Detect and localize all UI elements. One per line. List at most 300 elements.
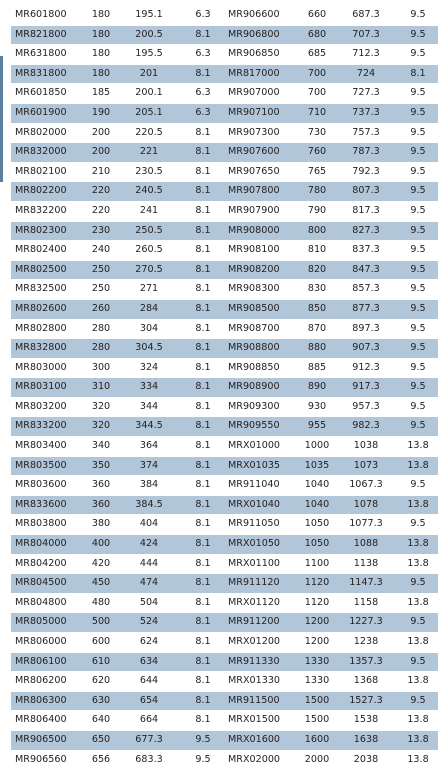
table-row bbox=[224, 456, 438, 476]
cell-thickness: 9.5 bbox=[398, 613, 438, 633]
cell-part-number: MR908800 bbox=[224, 339, 300, 359]
cell-thickness: 8.1 bbox=[181, 456, 225, 476]
cell-part-number: MR908500 bbox=[224, 299, 300, 319]
cell-thickness: 8.1 bbox=[181, 652, 225, 672]
table-row bbox=[224, 6, 438, 25]
cell-size: 210 bbox=[85, 162, 117, 182]
cell-size: 180 bbox=[85, 25, 117, 45]
cell-size: 360 bbox=[85, 476, 117, 496]
cell-size: 930 bbox=[300, 397, 334, 417]
table-row bbox=[11, 535, 225, 555]
cell-thickness: 13.8 bbox=[398, 495, 438, 515]
table-row bbox=[224, 64, 438, 84]
cell-part-number: MR803800 bbox=[11, 515, 85, 535]
cell-part-number: MR911500 bbox=[224, 691, 300, 711]
cell-thickness: 9.5 bbox=[398, 45, 438, 65]
cell-diameter: 687.3 bbox=[352, 9, 380, 20]
cell-part-number: MR832800 bbox=[11, 339, 85, 359]
table-row bbox=[224, 535, 438, 555]
cell-size: 870 bbox=[300, 319, 334, 339]
cell-diameter: 424 bbox=[117, 535, 181, 555]
cell-diameter: 284 bbox=[117, 299, 181, 319]
cell-thickness: 9.5 bbox=[398, 103, 438, 123]
cell-size: 650 bbox=[85, 730, 117, 750]
cell-diameter: 334 bbox=[117, 378, 181, 398]
cell-diameter: 404 bbox=[117, 515, 181, 535]
cell-size: 190 bbox=[85, 103, 117, 123]
cell-diameter: 1147.3 bbox=[334, 574, 398, 594]
table-row bbox=[11, 143, 225, 163]
cell-thickness: 13.8 bbox=[398, 711, 438, 731]
cell-size: 685 bbox=[300, 45, 334, 65]
cell-thickness: 8.1 bbox=[181, 593, 225, 613]
cell-part-number: MR833200 bbox=[11, 417, 85, 437]
cell-diameter: 1527.3 bbox=[334, 691, 398, 711]
cell-size: 250 bbox=[85, 260, 117, 280]
cell-size: 200 bbox=[85, 123, 117, 143]
cell-part-number: MR909300 bbox=[224, 397, 300, 417]
cell-diameter: 1067.3 bbox=[334, 476, 398, 496]
cell-diameter: 827.3 bbox=[334, 221, 398, 241]
cell-diameter: 241 bbox=[117, 201, 181, 221]
cell-part-number: MR806200 bbox=[11, 672, 85, 692]
cell-diameter: 757.3 bbox=[334, 123, 398, 143]
cell-size: 800 bbox=[300, 221, 334, 241]
table-row bbox=[11, 241, 225, 261]
cell-diameter: 1638 bbox=[334, 730, 398, 750]
cell-diameter: 221 bbox=[117, 143, 181, 163]
cell-diameter: 982.3 bbox=[334, 417, 398, 437]
cell-thickness: 8.1 bbox=[181, 515, 225, 535]
cell-thickness: 13.8 bbox=[398, 437, 438, 457]
table-row bbox=[11, 64, 225, 84]
table-row bbox=[224, 103, 438, 123]
table-row bbox=[224, 574, 438, 594]
cell-size: 250 bbox=[85, 280, 117, 300]
cell-size: 280 bbox=[85, 319, 117, 339]
cell-part-number: MR908900 bbox=[224, 378, 300, 398]
table-row bbox=[224, 45, 438, 65]
cell-thickness: 8.1 bbox=[181, 241, 225, 261]
cell-thickness: 9.5 bbox=[398, 476, 438, 496]
cell-thickness: 9.5 bbox=[398, 221, 438, 241]
cell-part-number: MR907650 bbox=[224, 162, 300, 182]
table-row bbox=[11, 554, 225, 574]
cell-thickness: 8.1 bbox=[181, 162, 225, 182]
cell-thickness: 9.5 bbox=[398, 417, 438, 437]
cell-part-number: MR906500 bbox=[11, 730, 85, 750]
cell-part-number: MR908100 bbox=[224, 241, 300, 261]
cell-size: 420 bbox=[85, 554, 117, 574]
table-row bbox=[11, 476, 225, 496]
cell-size: 180 bbox=[91, 9, 111, 20]
cell-size: 340 bbox=[85, 437, 117, 457]
table-row bbox=[224, 633, 438, 653]
table-row bbox=[224, 260, 438, 280]
cell-part-number: MR803400 bbox=[11, 437, 85, 457]
cell-part-number: MR906560 bbox=[11, 750, 85, 769]
table-row bbox=[11, 280, 225, 300]
cell-size: 230 bbox=[85, 221, 117, 241]
table-row bbox=[11, 397, 225, 417]
cell-diameter: 344 bbox=[117, 397, 181, 417]
table-row bbox=[11, 613, 225, 633]
cell-part-number: MR907600 bbox=[224, 143, 300, 163]
cell-thickness: 6.3 bbox=[181, 45, 225, 65]
cell-size: 180 bbox=[85, 45, 117, 65]
cell-part-number: MR803100 bbox=[11, 378, 85, 398]
cell-part-number: MR802000 bbox=[11, 123, 85, 143]
cell-thickness: 8.1 bbox=[181, 358, 225, 378]
table-row bbox=[11, 25, 225, 45]
cell-diameter: 737.3 bbox=[334, 103, 398, 123]
cell-part-number: MR806100 bbox=[11, 652, 85, 672]
cell-size: 220 bbox=[85, 201, 117, 221]
cell-size: 820 bbox=[300, 260, 334, 280]
cell-diameter: 1077.3 bbox=[334, 515, 398, 535]
cell-part-number: MR804200 bbox=[11, 554, 85, 574]
cell-diameter: 205.1 bbox=[117, 103, 181, 123]
cell-size: 1200 bbox=[300, 613, 334, 633]
cell-size: 320 bbox=[85, 417, 117, 437]
cell-thickness: 8.1 bbox=[181, 613, 225, 633]
cell-size: 610 bbox=[85, 652, 117, 672]
cell-thickness: 8.1 bbox=[181, 417, 225, 437]
table-row bbox=[11, 260, 225, 280]
cell-size: 200 bbox=[85, 143, 117, 163]
cell-size: 260 bbox=[85, 299, 117, 319]
cell-diameter: 384 bbox=[117, 476, 181, 496]
cell-part-number: MR832200 bbox=[11, 201, 85, 221]
table-row bbox=[224, 515, 438, 535]
table-row bbox=[11, 221, 225, 241]
cell-size: 380 bbox=[85, 515, 117, 535]
cell-thickness: 9.5 bbox=[410, 9, 426, 20]
table-row bbox=[224, 750, 438, 769]
table-row bbox=[224, 397, 438, 417]
table-row bbox=[224, 711, 438, 731]
table-row bbox=[224, 241, 438, 261]
cell-diameter: 912.3 bbox=[334, 358, 398, 378]
cell-diameter: 792.3 bbox=[334, 162, 398, 182]
cell-thickness: 13.8 bbox=[398, 535, 438, 555]
cell-diameter: 384.5 bbox=[117, 495, 181, 515]
cell-size: 700 bbox=[300, 64, 334, 84]
cell-part-number: MRX01500 bbox=[224, 711, 300, 731]
cell-size: 880 bbox=[300, 339, 334, 359]
cell-diameter: 787.3 bbox=[334, 143, 398, 163]
table-row bbox=[224, 672, 438, 692]
table-row bbox=[11, 6, 225, 25]
cell-thickness: 9.5 bbox=[398, 378, 438, 398]
cell-diameter: 344.5 bbox=[117, 417, 181, 437]
cell-part-number: MR907000 bbox=[224, 84, 300, 104]
cell-thickness: 9.5 bbox=[398, 84, 438, 104]
part-table-right bbox=[224, 6, 438, 769]
cell-diameter: 712.3 bbox=[334, 45, 398, 65]
cell-part-number: MR907300 bbox=[224, 123, 300, 143]
cell-part-number: MR908700 bbox=[224, 319, 300, 339]
cell-size: 1040 bbox=[300, 495, 334, 515]
cell-diameter: 304 bbox=[117, 319, 181, 339]
cell-part-number: MR907800 bbox=[224, 182, 300, 202]
table-row bbox=[224, 221, 438, 241]
cell-size: 700 bbox=[300, 84, 334, 104]
cell-thickness: 9.5 bbox=[398, 299, 438, 319]
cell-part-number: MR911050 bbox=[224, 515, 300, 535]
cell-part-number: MR911040 bbox=[224, 476, 300, 496]
cell-size: 850 bbox=[300, 299, 334, 319]
table-row bbox=[11, 730, 225, 750]
cell-size: 830 bbox=[300, 280, 334, 300]
cell-size: 185 bbox=[85, 84, 117, 104]
cell-part-number: MR805000 bbox=[11, 613, 85, 633]
cell-diameter: 847.3 bbox=[334, 260, 398, 280]
cell-size: 760 bbox=[300, 143, 334, 163]
cell-thickness: 8.1 bbox=[181, 299, 225, 319]
cell-size: 360 bbox=[85, 495, 117, 515]
table-row bbox=[224, 378, 438, 398]
cell-size: 620 bbox=[85, 672, 117, 692]
cell-size: 780 bbox=[300, 182, 334, 202]
cell-part-number: MR806300 bbox=[11, 691, 85, 711]
cell-diameter: 907.3 bbox=[334, 339, 398, 359]
cell-size: 1100 bbox=[300, 554, 334, 574]
cell-size: 710 bbox=[300, 103, 334, 123]
cell-part-number: MR833600 bbox=[11, 495, 85, 515]
cell-part-number: MR803000 bbox=[11, 358, 85, 378]
cell-diameter: 444 bbox=[117, 554, 181, 574]
cell-part-number: MR601900 bbox=[11, 103, 85, 123]
cell-part-number: MR802400 bbox=[11, 241, 85, 261]
cell-diameter: 195.1 bbox=[135, 9, 163, 20]
cell-part-number: MR911330 bbox=[224, 652, 300, 672]
cell-thickness: 9.5 bbox=[181, 730, 225, 750]
table-row bbox=[11, 515, 225, 535]
cell-thickness: 13.8 bbox=[398, 633, 438, 653]
table-row bbox=[11, 182, 225, 202]
cell-thickness: 8.1 bbox=[181, 64, 225, 84]
cell-diameter: 857.3 bbox=[334, 280, 398, 300]
cell-part-number: MR908850 bbox=[224, 358, 300, 378]
table-row bbox=[11, 672, 225, 692]
cell-thickness: 9.5 bbox=[398, 691, 438, 711]
cell-diameter: 1238 bbox=[334, 633, 398, 653]
cell-part-number: MR821800 bbox=[11, 25, 85, 45]
cell-part-number: MR908300 bbox=[224, 280, 300, 300]
table-row bbox=[224, 123, 438, 143]
cell-part-number: MRX02000 bbox=[224, 750, 300, 769]
cell-part-number: MR601800 bbox=[15, 9, 67, 20]
cell-diameter: 240.5 bbox=[117, 182, 181, 202]
cell-diameter: 374 bbox=[117, 456, 181, 476]
cell-size: 450 bbox=[85, 574, 117, 594]
cell-diameter: 304.5 bbox=[117, 339, 181, 359]
cell-thickness: 13.8 bbox=[398, 672, 438, 692]
cell-part-number: MR911200 bbox=[224, 613, 300, 633]
table-row bbox=[224, 417, 438, 437]
cell-thickness: 8.1 bbox=[181, 319, 225, 339]
cell-thickness: 9.5 bbox=[398, 574, 438, 594]
part-table-left bbox=[11, 6, 225, 769]
cell-part-number: MRX01330 bbox=[224, 672, 300, 692]
cell-thickness: 9.5 bbox=[398, 339, 438, 359]
table-row bbox=[11, 495, 225, 515]
cell-thickness: 6.3 bbox=[181, 103, 225, 123]
cell-thickness: 9.5 bbox=[398, 143, 438, 163]
cell-size: 2000 bbox=[300, 750, 334, 769]
cell-size: 680 bbox=[300, 25, 334, 45]
cell-thickness: 9.5 bbox=[398, 397, 438, 417]
cell-part-number: MR832500 bbox=[11, 280, 85, 300]
cell-diameter: 624 bbox=[117, 633, 181, 653]
cell-part-number: MRX01040 bbox=[224, 495, 300, 515]
cell-size: 656 bbox=[85, 750, 117, 769]
cell-part-number: MR906800 bbox=[224, 25, 300, 45]
table-row bbox=[11, 574, 225, 594]
cell-diameter: 200.1 bbox=[117, 84, 181, 104]
cell-part-number: MR802200 bbox=[11, 182, 85, 202]
cell-diameter: 1078 bbox=[334, 495, 398, 515]
cell-size: 1050 bbox=[300, 515, 334, 535]
table-row bbox=[224, 299, 438, 319]
cell-thickness: 8.1 bbox=[181, 574, 225, 594]
table-row bbox=[11, 103, 225, 123]
table-row bbox=[224, 143, 438, 163]
cell-part-number: MR911120 bbox=[224, 574, 300, 594]
cell-part-number: MRX01200 bbox=[224, 633, 300, 653]
table-row bbox=[11, 378, 225, 398]
cell-thickness: 8.1 bbox=[181, 691, 225, 711]
cell-part-number: MR908000 bbox=[224, 221, 300, 241]
table-row bbox=[224, 319, 438, 339]
cell-size: 1035 bbox=[300, 456, 334, 476]
table-row bbox=[11, 358, 225, 378]
cell-thickness: 9.5 bbox=[398, 241, 438, 261]
table-row bbox=[224, 162, 438, 182]
cell-thickness: 9.5 bbox=[398, 652, 438, 672]
cell-diameter: 837.3 bbox=[334, 241, 398, 261]
cell-diameter: 1368 bbox=[334, 672, 398, 692]
cell-size: 1500 bbox=[300, 711, 334, 731]
cell-size: 1040 bbox=[300, 476, 334, 496]
cell-size: 1120 bbox=[300, 574, 334, 594]
cell-thickness: 8.1 bbox=[181, 339, 225, 359]
table-row bbox=[11, 299, 225, 319]
cell-size: 810 bbox=[300, 241, 334, 261]
cell-diameter: 664 bbox=[117, 711, 181, 731]
table-row bbox=[11, 593, 225, 613]
cell-size: 790 bbox=[300, 201, 334, 221]
cell-diameter: 1357.3 bbox=[334, 652, 398, 672]
cell-size: 1500 bbox=[300, 691, 334, 711]
cell-size: 630 bbox=[85, 691, 117, 711]
cell-thickness: 8.1 bbox=[181, 397, 225, 417]
cell-part-number: MR906600 bbox=[228, 9, 280, 20]
cell-diameter: 474 bbox=[117, 574, 181, 594]
cell-diameter: 270.5 bbox=[117, 260, 181, 280]
cell-diameter: 644 bbox=[117, 672, 181, 692]
cell-diameter: 1038 bbox=[334, 437, 398, 457]
cell-diameter: 220.5 bbox=[117, 123, 181, 143]
cell-diameter: 2038 bbox=[334, 750, 398, 769]
cell-thickness: 13.8 bbox=[398, 593, 438, 613]
cell-size: 600 bbox=[85, 633, 117, 653]
table-row bbox=[11, 750, 225, 769]
cell-size: 640 bbox=[85, 711, 117, 731]
cell-size: 1120 bbox=[300, 593, 334, 613]
cell-thickness: 8.1 bbox=[181, 437, 225, 457]
table-row bbox=[224, 613, 438, 633]
cell-thickness: 8.1 bbox=[181, 201, 225, 221]
cell-thickness: 8.1 bbox=[181, 711, 225, 731]
table-row bbox=[224, 339, 438, 359]
part-table-right-body bbox=[224, 6, 438, 769]
cell-part-number: MR802300 bbox=[11, 221, 85, 241]
cell-size: 500 bbox=[85, 613, 117, 633]
cell-diameter: 707.3 bbox=[334, 25, 398, 45]
table-row bbox=[11, 711, 225, 731]
cell-thickness: 9.5 bbox=[398, 515, 438, 535]
cell-thickness: 6.3 bbox=[195, 9, 211, 20]
cell-diameter: 1158 bbox=[334, 593, 398, 613]
cell-part-number: MR806400 bbox=[11, 711, 85, 731]
cell-thickness: 9.5 bbox=[398, 319, 438, 339]
cell-diameter: 683.3 bbox=[117, 750, 181, 769]
table-row bbox=[11, 691, 225, 711]
table-row bbox=[11, 417, 225, 437]
table-row bbox=[224, 691, 438, 711]
cell-size: 280 bbox=[85, 339, 117, 359]
table-row bbox=[11, 652, 225, 672]
cell-thickness: 8.1 bbox=[181, 476, 225, 496]
cell-diameter: 817.3 bbox=[334, 201, 398, 221]
cell-size: 320 bbox=[85, 397, 117, 417]
cell-diameter: 504 bbox=[117, 593, 181, 613]
cell-diameter: 807.3 bbox=[334, 182, 398, 202]
cell-size: 300 bbox=[85, 358, 117, 378]
cell-part-number: MR831800 bbox=[11, 64, 85, 84]
cell-size: 310 bbox=[85, 378, 117, 398]
cell-part-number: MR804500 bbox=[11, 574, 85, 594]
cell-thickness: 9.5 bbox=[398, 280, 438, 300]
table-row bbox=[11, 123, 225, 143]
cell-thickness: 9.5 bbox=[398, 358, 438, 378]
cell-diameter: 917.3 bbox=[334, 378, 398, 398]
table-row bbox=[11, 633, 225, 653]
cell-thickness: 9.5 bbox=[181, 750, 225, 769]
table-row bbox=[11, 84, 225, 104]
cell-size: 730 bbox=[300, 123, 334, 143]
cell-part-number: MR804000 bbox=[11, 535, 85, 555]
cell-diameter: 1227.3 bbox=[334, 613, 398, 633]
cell-size: 400 bbox=[85, 535, 117, 555]
cell-thickness: 8.1 bbox=[181, 260, 225, 280]
table-row bbox=[224, 25, 438, 45]
cell-diameter: 877.3 bbox=[334, 299, 398, 319]
cell-size: 480 bbox=[85, 593, 117, 613]
cell-thickness: 13.8 bbox=[398, 456, 438, 476]
table-row bbox=[224, 280, 438, 300]
cell-thickness: 8.1 bbox=[181, 535, 225, 555]
cell-thickness: 8.1 bbox=[181, 378, 225, 398]
cell-thickness: 9.5 bbox=[398, 260, 438, 280]
table-row bbox=[11, 201, 225, 221]
cell-thickness: 13.8 bbox=[398, 730, 438, 750]
table-row bbox=[11, 45, 225, 65]
cell-size: 350 bbox=[85, 456, 117, 476]
table-row bbox=[224, 476, 438, 496]
